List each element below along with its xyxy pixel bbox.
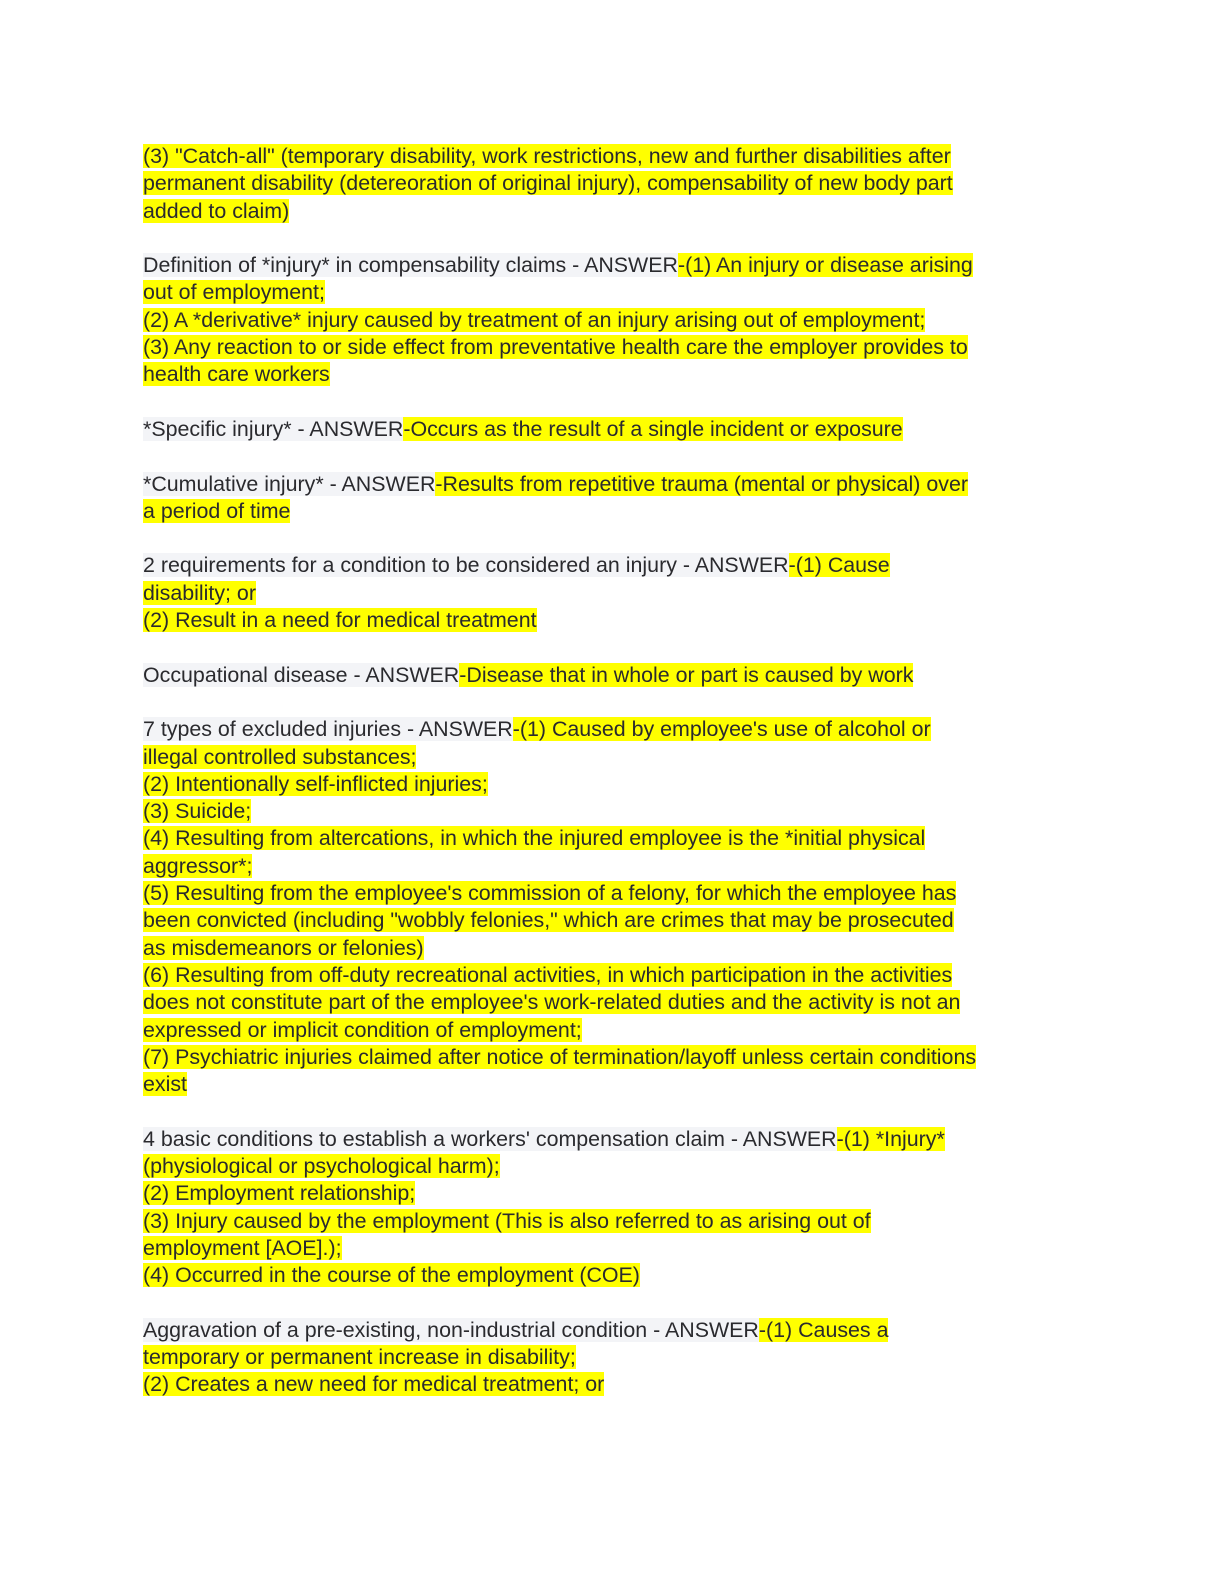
highlighted-answer-text: disability; or (143, 580, 256, 605)
text-line (143, 307, 1088, 334)
flashcard-entry (143, 471, 1088, 526)
text-line (143, 935, 1088, 962)
highlighted-answer-text: (6) Resulting from off-duty recreational activities, in which participation in the activities (143, 962, 953, 987)
highlighted-answer-text: -Results from repetitive trauma (mental or physical) over (435, 471, 968, 496)
highlighted-answer-text: (3) "Catch-all" (temporary disability, work restrictions, new and further disabilities after (143, 144, 951, 168)
text-line (143, 279, 1088, 306)
text-line (143, 1044, 1088, 1071)
highlighted-answer-text: expressed or implicit condition of employment; (143, 1017, 582, 1042)
flashcard-entry (143, 1317, 1088, 1399)
highlighted-answer-text: (2) Intentionally self-inflicted injuries; (143, 771, 488, 796)
text-line (143, 662, 1088, 689)
highlighted-answer-text: (2) Result in a need for medical treatment (143, 608, 537, 633)
question-text: *Specific injury* - ANSWER (143, 416, 404, 441)
highlighted-answer-text: -(1) Cause (788, 553, 890, 578)
highlighted-answer-text: temporary or permanent increase in disability; (143, 1345, 576, 1370)
highlighted-answer-text: a period of time (143, 498, 291, 523)
highlighted-answer-text: illegal controlled substances; (143, 744, 417, 769)
highlighted-answer-text: as misdemeanors or felonies) (143, 935, 424, 960)
highlighted-answer-text: out of employment; (143, 280, 325, 305)
flashcard-entry (143, 662, 1088, 689)
flashcard-entry (143, 143, 1088, 225)
highlighted-answer-text: exist (143, 1072, 187, 1097)
text-line (143, 744, 1088, 771)
text-line (143, 825, 1088, 852)
highlighted-answer-text: (2) Creates a new need for medical treatment; or (143, 1372, 605, 1397)
text-line (143, 1208, 1088, 1235)
text-line (143, 962, 1088, 989)
question-text: 4 basic conditions to establish a workers' compensation claim - ANSWER (143, 1126, 837, 1151)
highlighted-answer-text: added to claim) (143, 198, 290, 223)
text-line (143, 1317, 1088, 1344)
text-line (143, 498, 1088, 525)
highlighted-answer-text: (5) Resulting from the employee's commission of a felony, for which the employee has (143, 881, 957, 906)
highlighted-answer-text: (3) Any reaction to or side effect from preventative health care the employer provides to (143, 335, 968, 360)
text-line (143, 170, 1088, 197)
question-text: 2 requirements for a condition to be considered an injury - ANSWER (143, 553, 789, 578)
highlighted-answer-text: permanent disability (detereoration of original injury), compensability of new body part (143, 171, 953, 196)
text-line (143, 1153, 1088, 1180)
flashcard-entry (143, 552, 1088, 634)
text-line (143, 361, 1088, 388)
question-text: Aggravation of a pre-existing, non-industrial condition - ANSWER (143, 1317, 759, 1342)
question-text: *Cumulative injury* - ANSWER (143, 471, 436, 496)
text-line (143, 334, 1088, 361)
document-page (143, 143, 1088, 1426)
text-line (143, 989, 1088, 1016)
highlighted-answer-text: been convicted (including "wobbly felonies," which are crimes that may be prosecuted (143, 908, 954, 933)
flashcard-entry (143, 1126, 1088, 1290)
text-line (143, 771, 1088, 798)
text-line (143, 1126, 1088, 1153)
text-line (143, 798, 1088, 825)
highlighted-answer-text: (4) Resulting from altercations, in which the injured employee is the *initial physical (143, 826, 926, 851)
text-line (143, 552, 1088, 579)
highlighted-answer-text: -(1) Causes a (758, 1317, 889, 1342)
highlighted-answer-text: -(1) Caused by employee's use of alcohol or (512, 717, 931, 742)
highlighted-answer-text: (physiological or psychological harm); (143, 1153, 500, 1178)
highlighted-answer-text: (7) Psychiatric injuries claimed after notice of termination/layoff unless certain conditions (143, 1044, 977, 1069)
question-text: Occupational disease - ANSWER (143, 662, 460, 687)
text-line (143, 580, 1088, 607)
flashcard-entry (143, 716, 1088, 1098)
highlighted-answer-text: (3) Injury caused by the employment (This is also referred to as arising out of (143, 1208, 871, 1233)
highlighted-answer-text: -(1) An injury or disease arising (677, 253, 973, 278)
text-line (143, 1371, 1088, 1398)
text-line (143, 252, 1088, 279)
highlighted-answer-text: (2) A *derivative* injury caused by treatment of an injury arising out of employment; (143, 307, 926, 332)
text-line (143, 1180, 1088, 1207)
text-line (143, 1071, 1088, 1098)
highlighted-answer-text: (3) Suicide; (143, 799, 252, 824)
question-text: 7 types of excluded injuries - ANSWER (143, 717, 513, 742)
text-line (143, 907, 1088, 934)
text-line (143, 1344, 1088, 1371)
text-line (143, 853, 1088, 880)
text-line (143, 471, 1088, 498)
highlighted-answer-text: (4) Occurred in the course of the employment (COE) (143, 1263, 640, 1288)
text-line (143, 1017, 1088, 1044)
highlighted-answer-text: aggressor*; (143, 853, 253, 878)
highlighted-answer-text: does not constitute part of the employee's work-related duties and the activity is not an (143, 990, 961, 1015)
text-line (143, 607, 1088, 634)
flashcard-entry (143, 252, 1088, 388)
text-line (143, 716, 1088, 743)
question-text: Definition of *injury* in compensability claims - ANSWER (143, 253, 678, 278)
highlighted-answer-text: -(1) *Injury* (836, 1126, 945, 1151)
text-line (143, 880, 1088, 907)
text-line (143, 198, 1088, 225)
highlighted-answer-text: -Occurs as the result of a single incident or exposure (403, 416, 903, 441)
text-line (143, 1235, 1088, 1262)
highlighted-answer-text: health care workers (143, 362, 330, 387)
highlighted-answer-text: (2) Employment relationship; (143, 1181, 416, 1206)
text-line (143, 143, 1088, 170)
highlighted-answer-text: -Disease that in whole or part is caused by work (459, 662, 914, 687)
highlighted-answer-text: employment [AOE].); (143, 1235, 342, 1260)
flashcard-entry (143, 416, 1088, 443)
text-line (143, 1262, 1088, 1289)
text-line (143, 416, 1088, 443)
